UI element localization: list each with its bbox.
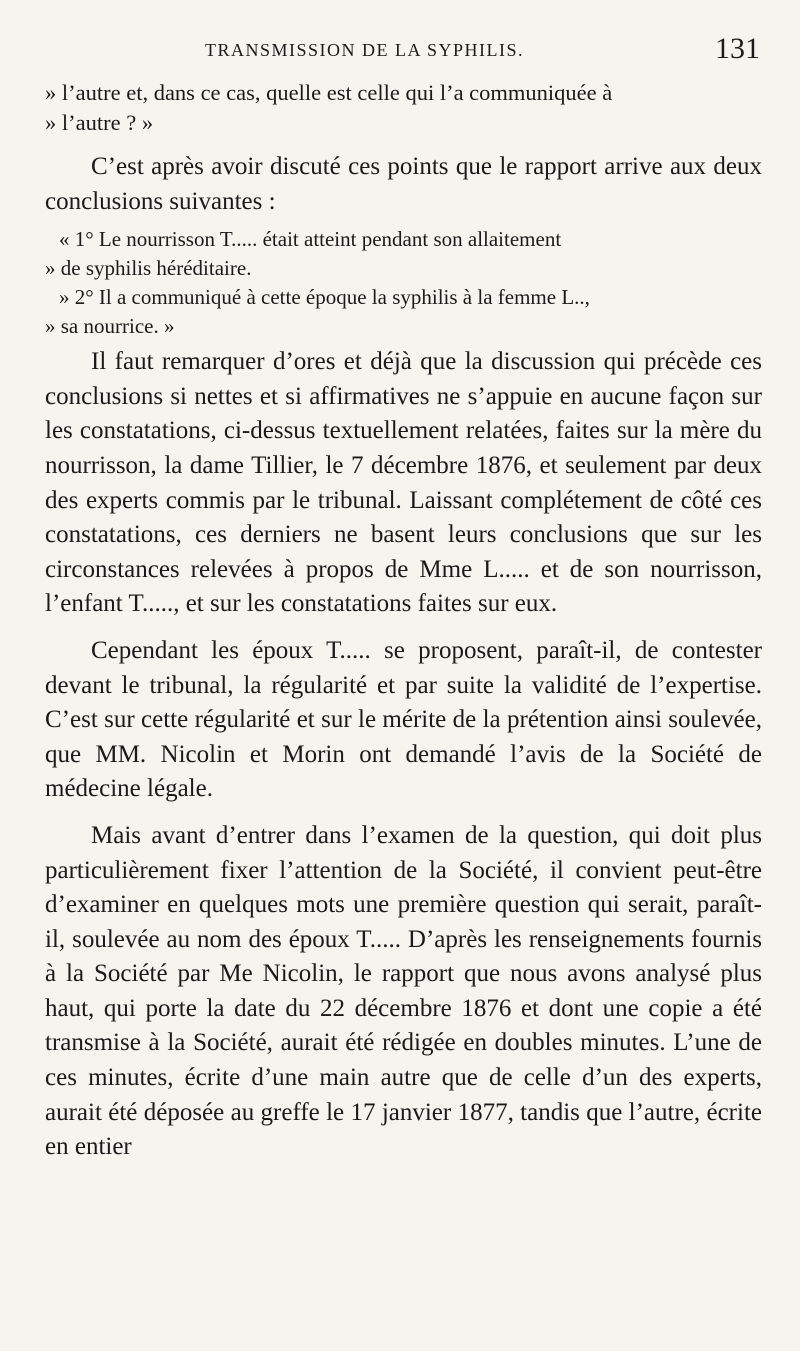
page-header bbox=[45, 32, 762, 72]
paragraph: Mais avant d’entrer dans l’examen de la question, qui doit plus particulièrement fixer l’attention de la Société, il convient peut-être d’examiner en quelques mots une première question qui serait, paraît-il, soulevée au nom des époux T..... D’après les renseignements fournis à la Société par Me Nicolin, le rapport que nous avons analysé plus haut, qui porte la date du 22 décembre 1876 et dont une copie a été transmise à la Société, aurait été rédigée en doubles minutes. L’une de ces minutes, écrite d’une main autre que de celle d’un des experts, aurait été déposée au greffe le 17 janvier 1877, tandis que l’autre, écrite en entier bbox=[45, 821, 762, 1161]
quote-line: » l’autre et, dans ce cas, quelle est celle qui l’a communiquée à bbox=[45, 80, 613, 105]
paragraph: Cependant les époux T..... se proposent, paraît-il, de contester devant le tribunal, la régularité et par suite la validité de l’expertise. C’est sur cette régularité et sur le mérite de la prétention ainsi soulevée, que MM. Nicolin et Morin ont demandé l’avis de la Société de médecine légale. bbox=[45, 636, 762, 803]
paragraph: Il faut remarquer d’ores et déjà que la discussion qui précède ces conclusions si nettes et si affirmatives ne s’appuie en aucune façon sur les constatations, ci-dessus textuellement relatées, faites sur la mère du nourrisson, la dame Tillier, le 7 décembre 1876, et seulement par deux des experts commis par le tribunal. Laissant complétement de côté ces constatations, ces derniers ne basent leurs conclusions que sur les circonstances relevées à propos de Mme L..... et de son nourrisson, l’enfant T....., et sur les constatations faites sur eux. bbox=[45, 348, 762, 618]
opening-quote bbox=[45, 78, 762, 138]
conclusion-line: » de syphilis héréditaire. bbox=[45, 256, 252, 281]
conclusion-line: « 1° Le nourrisson T..... était atteint pendant son allaitement bbox=[59, 227, 562, 252]
quote-line: » l’autre ? » bbox=[45, 110, 154, 135]
paragraph-intro: C’est après avoir discuté ces points que le rapport arrive aux deux conclusions suivantes : bbox=[45, 153, 762, 215]
conclusions-quote bbox=[45, 225, 762, 341]
conclusion-line: » 2° Il a communiqué à cette époque la syphilis à la femme L.., bbox=[59, 285, 590, 310]
page-number: 131 bbox=[715, 32, 760, 65]
conclusion-line: » sa nourrice. » bbox=[45, 314, 175, 339]
running-head: TRANSMISSION DE LA SYPHILIS. bbox=[205, 40, 525, 60]
